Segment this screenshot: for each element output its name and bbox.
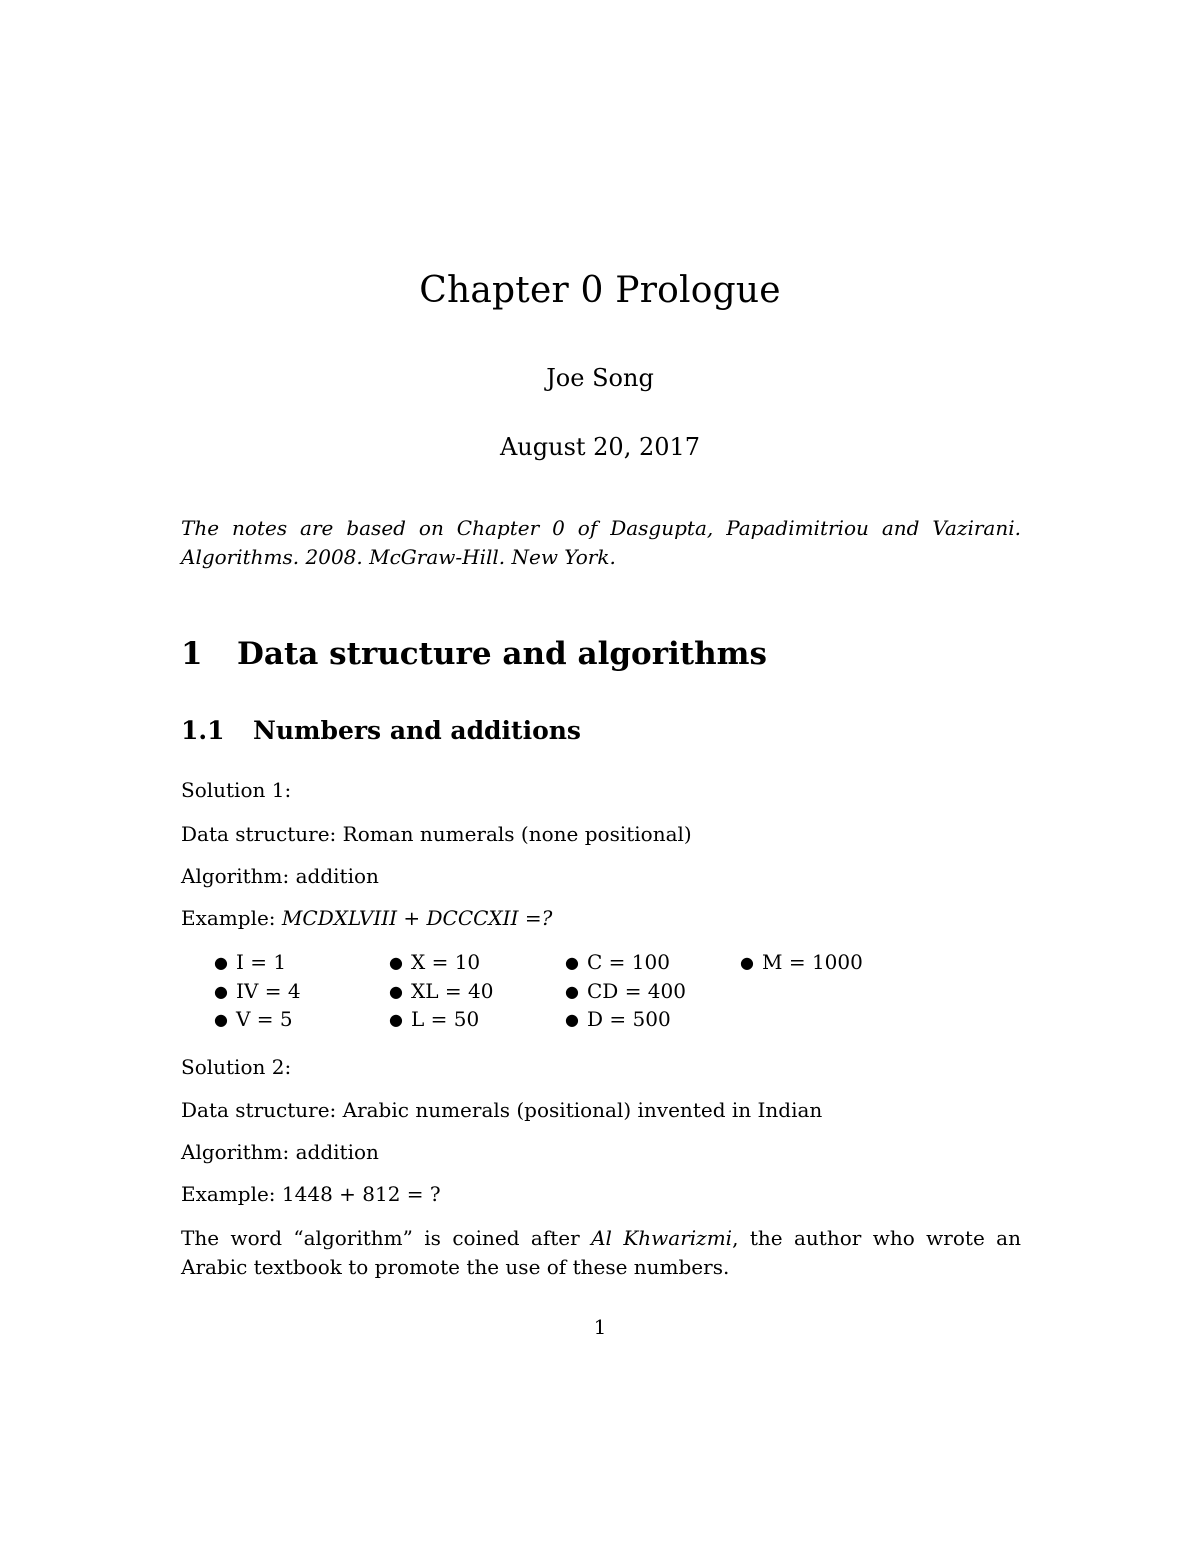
roman-item: ● CD = 400 (565, 979, 686, 1003)
roman-item: ● IV = 4 (214, 979, 301, 1003)
source-note: The notes are based on Chapter 0 of Dasgupta, Papadimitriou and Vazirani. Algorithms. 2008. McGraw-Hill. New York. (181, 516, 1021, 569)
section-heading (181, 636, 767, 672)
solution2-heading: Solution 2: (181, 1055, 292, 1079)
closing-name: Al Khwarizmi (591, 1226, 733, 1250)
solution2-algorithm: Algorithm: addition (181, 1140, 379, 1164)
roman-item: ● L = 50 (389, 1007, 480, 1031)
document-date: August 20, 2017 (499, 433, 701, 461)
closing-paragraph (181, 1224, 1021, 1282)
bullet-icon: ● (565, 982, 579, 1001)
page-number: 1 (593, 1315, 607, 1339)
section-title: Data structure and algorithms (237, 636, 767, 672)
bullet-icon: ● (214, 982, 228, 1001)
solution1-heading: Solution 1: (181, 778, 292, 802)
roman-item: ● XL = 40 (389, 979, 494, 1003)
roman-item: ● M = 1000 (740, 950, 863, 974)
section-number: 1 (181, 636, 203, 672)
solution2-example: Example: 1448 + 812 = ? (181, 1182, 441, 1206)
bullet-icon: ● (740, 953, 754, 972)
solution1-example (181, 906, 552, 930)
bullet-icon: ● (565, 953, 579, 972)
document-title: Chapter 0 Prologue (419, 270, 781, 311)
bullet-icon: ● (565, 1010, 579, 1029)
subsection-number: 1.1 (181, 716, 225, 745)
roman-item: ● V = 5 (214, 1007, 293, 1031)
roman-item: ● I = 1 (214, 950, 287, 974)
roman-item: ● X = 10 (389, 950, 481, 974)
closing-text-after: , the author who wrote an Arabic textbook to promote the use of these numbers. (181, 1226, 1021, 1279)
bullet-icon: ● (214, 953, 228, 972)
bullet-icon: ● (389, 953, 403, 972)
solution1-example-math: MCDXLVIII + DCCCXII =? (281, 906, 553, 930)
bullet-icon: ● (389, 1010, 403, 1029)
solution1-data-structure: Data structure: Roman numerals (none positional) (181, 822, 692, 846)
bullet-icon: ● (214, 1010, 228, 1029)
subsection-title: Numbers and additions (253, 716, 582, 745)
roman-item: ● C = 100 (565, 950, 670, 974)
closing-text-before: The word “algorithm” is coined after (181, 1226, 592, 1250)
solution2-data-structure: Data structure: Arabic numerals (positional) invented in Indian (181, 1098, 823, 1122)
solution1-example-label: Example: (181, 906, 276, 930)
roman-item: ● D = 500 (565, 1007, 671, 1031)
subsection-heading (181, 716, 581, 745)
bullet-icon: ● (389, 982, 403, 1001)
author-name: Joe Song (546, 364, 654, 392)
solution1-algorithm: Algorithm: addition (181, 864, 379, 888)
